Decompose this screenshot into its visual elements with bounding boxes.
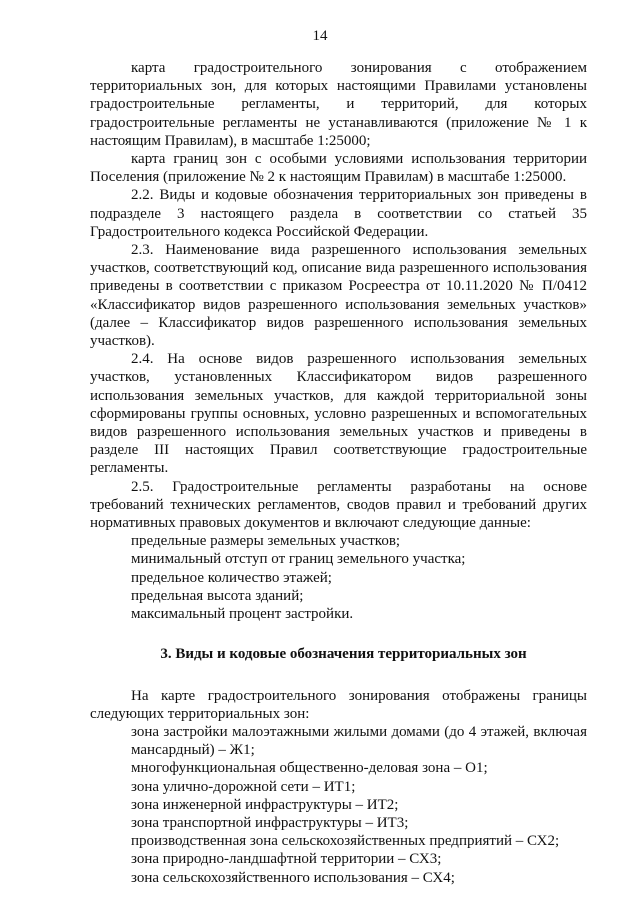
- list-item: зона природно-ландшафтной территории – СХ3;: [131, 851, 442, 868]
- section-heading: 3. Виды и кодовые обозначения территориальных зон: [160, 646, 527, 663]
- paragraph-2-5: 2.5. Градостроительные регламенты разработаны на основе требований технических регламентов, сводов правил и требований других нормативных правовых документов и включают следующие данные:: [90, 478, 587, 532]
- page-number: 14: [312, 28, 328, 44]
- regulation-items-list: [90, 532, 587, 623]
- paragraph-2-2: 2.2. Виды и кодовые обозначения территориальных зон приведены в подразделе 3 настоящего раздела в соответствии со статьей 35 Градостроительного кодекса Российской Федерации.: [90, 187, 587, 240]
- list-item: предельная высота зданий;: [131, 587, 304, 604]
- list-item: зона сельскохозяйственного использования – СХ4;: [131, 869, 455, 886]
- list-item: зона инженерной инфраструктуры – ИТ2;: [131, 796, 399, 813]
- zones-intro: На карте градостроительного зонирования отображены границы следующих территориальных зон:: [90, 687, 587, 722]
- zones-list: [90, 723, 587, 887]
- list-item: минимальный отступ от границ земельного участка;: [131, 551, 466, 568]
- list-item: максимальный процент застройки.: [131, 606, 354, 623]
- paragraph-zoning-map: карта градостроительного зонирования с отображением территориальных зон, для которых настоящими Правилами установлены градостроительные регламенты, и территорий, для которых градостроительные регламенты не устанавливаются (приложение № 1 к настоящим Правилам), в масштабе 1:25000;: [90, 60, 587, 149]
- list-item: предельное количество этажей;: [131, 569, 332, 586]
- list-item: производственная зона сельскохозяйственных предприятий – СХ2;: [131, 833, 560, 850]
- document-body: [90, 59, 587, 887]
- list-item: предельные размеры земельных участков;: [131, 533, 401, 550]
- paragraph-2-3: 2.3. Наименование вида разрешенного использования земельных участков, соответствующий код, описание вида разрешенного использования приведены в соответствии с приказом Росреестра от 10.11.2020 № П/0412 «Классификатор видов разрешенного использования земельных участков» (далее – Классификатор видов разрешенного использования земельных участков).: [90, 242, 587, 350]
- list-item: зона застройки малоэтажными жилыми домами (до 4 этажей, включая мансардный) – Ж1;: [131, 723, 587, 759]
- list-item: зона улично-дорожной сети – ИТ1;: [131, 778, 356, 795]
- list-item: зона транспортной инфраструктуры – ИТ3;: [131, 814, 409, 831]
- list-item: многофункциональная общественно-деловая зона – О1;: [131, 760, 488, 777]
- paragraph-2-4: 2.4. На основе видов разрешенного использования земельных участков, установленных Классификатором видов разрешенного использования земельных участков, для каждой территориальной зоны сформированы группы основных, условно разрешенных и вспомогательных видов разрешенного использования земельных участков и приведены в разделе III настоящих Правил соответствующие градостроительные регламенты.: [90, 351, 587, 477]
- paragraph-zones-map: карта границ зон с особыми условиями использования территории Поселения (приложение № 2 к настоящим Правилам) в масштабе 1:25000.: [90, 151, 587, 186]
